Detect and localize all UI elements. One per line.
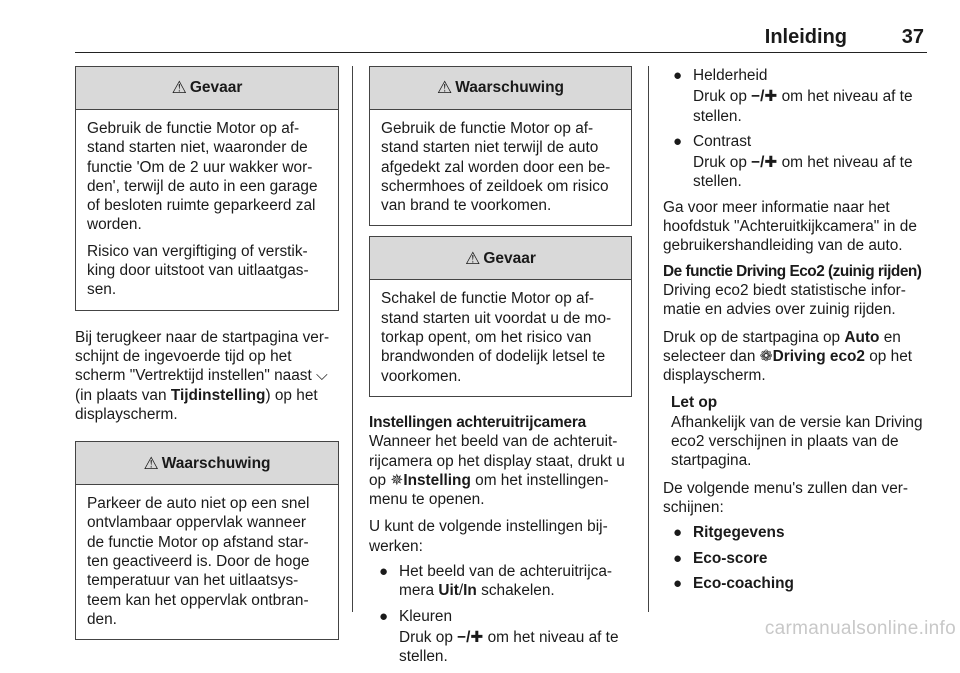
danger-box-header [370,237,631,280]
column-1 [75,66,339,640]
clock-icon: ⌵ [316,367,328,385]
menu-item-ritgegevens: ● Ritgegevens [673,524,785,542]
watermark: carmanualsonline.info [764,618,956,639]
note-text: Afhankelijk van de versie kan Driving eco2 verschijnen in plaats van de startpagina. [671,413,923,470]
warning-text: Parkeer de auto niet op een snel ontvlambaar oppervlak wanneer de functie Motor op afstand star-ten geactiveerd is. Door de hoge temperatuur van het uitlaatsys-teem kan het oppervlak ontbran-den. [87,495,310,628]
warning-box [369,66,632,226]
list-item: ● Helderheid Druk op −/✚ om het niveau af te stellen. [673,67,913,125]
minus-plus-icon: −/✚ [457,628,484,646]
paragraph: Bij terugkeer naar de startpagina ver-schijnt de ingevoerde tijd op het scherm "Vertrektijd instellen" naast ⌵ (in plaats van Tijdinstelling) op het displayscherm. [75,328,330,423]
column-separator [648,66,649,612]
paragraph: Driving eco2 biedt statistische infor-matie en advies over zuinig rijden. [663,281,906,319]
minus-plus-icon: −/✚ [751,154,778,172]
note-title: Let op [671,394,718,412]
danger-box [369,236,632,396]
list-item: ● Kleuren Druk op −/✚ om het niveau af te stellen. [379,607,619,666]
warning-triangle-icon: ⚠ [436,78,453,98]
warning-triangle-icon: ⚠ [465,248,481,268]
note-block [663,393,933,470]
page-number: 37 [901,26,924,48]
settings-list [369,562,632,666]
page-header [75,22,927,53]
page-title: Inleiding [764,26,847,48]
section-title: De functie Driving Eco2 (zuinig rijden) [663,262,922,280]
eco-icon: ❁ [759,347,773,365]
danger-text: Schakel de functie Motor op af-stand starten uit voordat u de mo-torkap opent, om het risico van brandwonden of dodelijk letsel te voorkomen. [381,290,612,385]
list-item: ● Het beeld van de achteruitrijca-mera Uit/In schakelen. [379,563,613,600]
settings-list [663,66,933,192]
menu-list [663,523,933,593]
warning-box-title: Waarschuwing [161,454,271,472]
danger-text: Gebruik de functie Motor op af-stand starten niet, waaronder de functie 'Om de 2 uur wakker wor-den', terwijl de auto in een garage of besloten ruimte geparkeerd zal worden. [87,120,318,234]
warning-box-header [76,442,338,485]
danger-box-title: Gevaar [189,79,243,97]
column-separator [352,66,353,612]
paragraph: U kunt de volgende instellingen bij-werken: [369,518,608,555]
paragraph: Wanneer het beeld van de achteruit-rijcamera op het display staat, drukt u op ✵Instelling om het instellingen-menu te openen. [369,433,625,509]
warning-triangle-icon: ⚠ [171,78,187,98]
warning-triangle-icon: ⚠ [143,453,159,473]
column-3 [663,66,933,599]
menu-item-eco-score: ● Eco-score [673,549,768,567]
warning-box-title: Waarschuwing [455,79,565,97]
list-item: ● Contrast Druk op −/✚ om het niveau af te stellen. [673,132,913,191]
section-title: Instellingen achteruitrijcamera [369,413,587,431]
warning-box [75,441,339,640]
gear-icon: ✵ [390,471,404,489]
paragraph: De volgende menu's zullen dan ver-schijnen: [663,479,909,516]
minus-plus-icon: −/✚ [751,88,778,106]
paragraph: Druk op de startpagina op Auto en selecteer dan ❁Driving eco2 op het displayscherm. [663,328,913,385]
warning-box-header [370,67,631,110]
paragraph: Ga voor meer informatie naar het hoofdstuk "Achteruitkijkcamera" in de gebruikershandleiding van de auto. [663,198,917,255]
warning-text: Gebruik de functie Motor op af-stand starten niet terwijl de auto afgedekt zal worden door een be-schermhoes of zeildoek om risico van brand te voorkomen. [381,120,611,215]
danger-box-header [76,67,338,110]
danger-text: Risico van vergiftiging of verstik-king door uitstoot van uitlaatgas-sen. [87,242,309,299]
column-2 [369,66,632,673]
danger-box [75,66,339,311]
danger-box-title: Gevaar [483,249,536,267]
menu-item-eco-coaching: ● Eco-coaching [673,574,794,592]
